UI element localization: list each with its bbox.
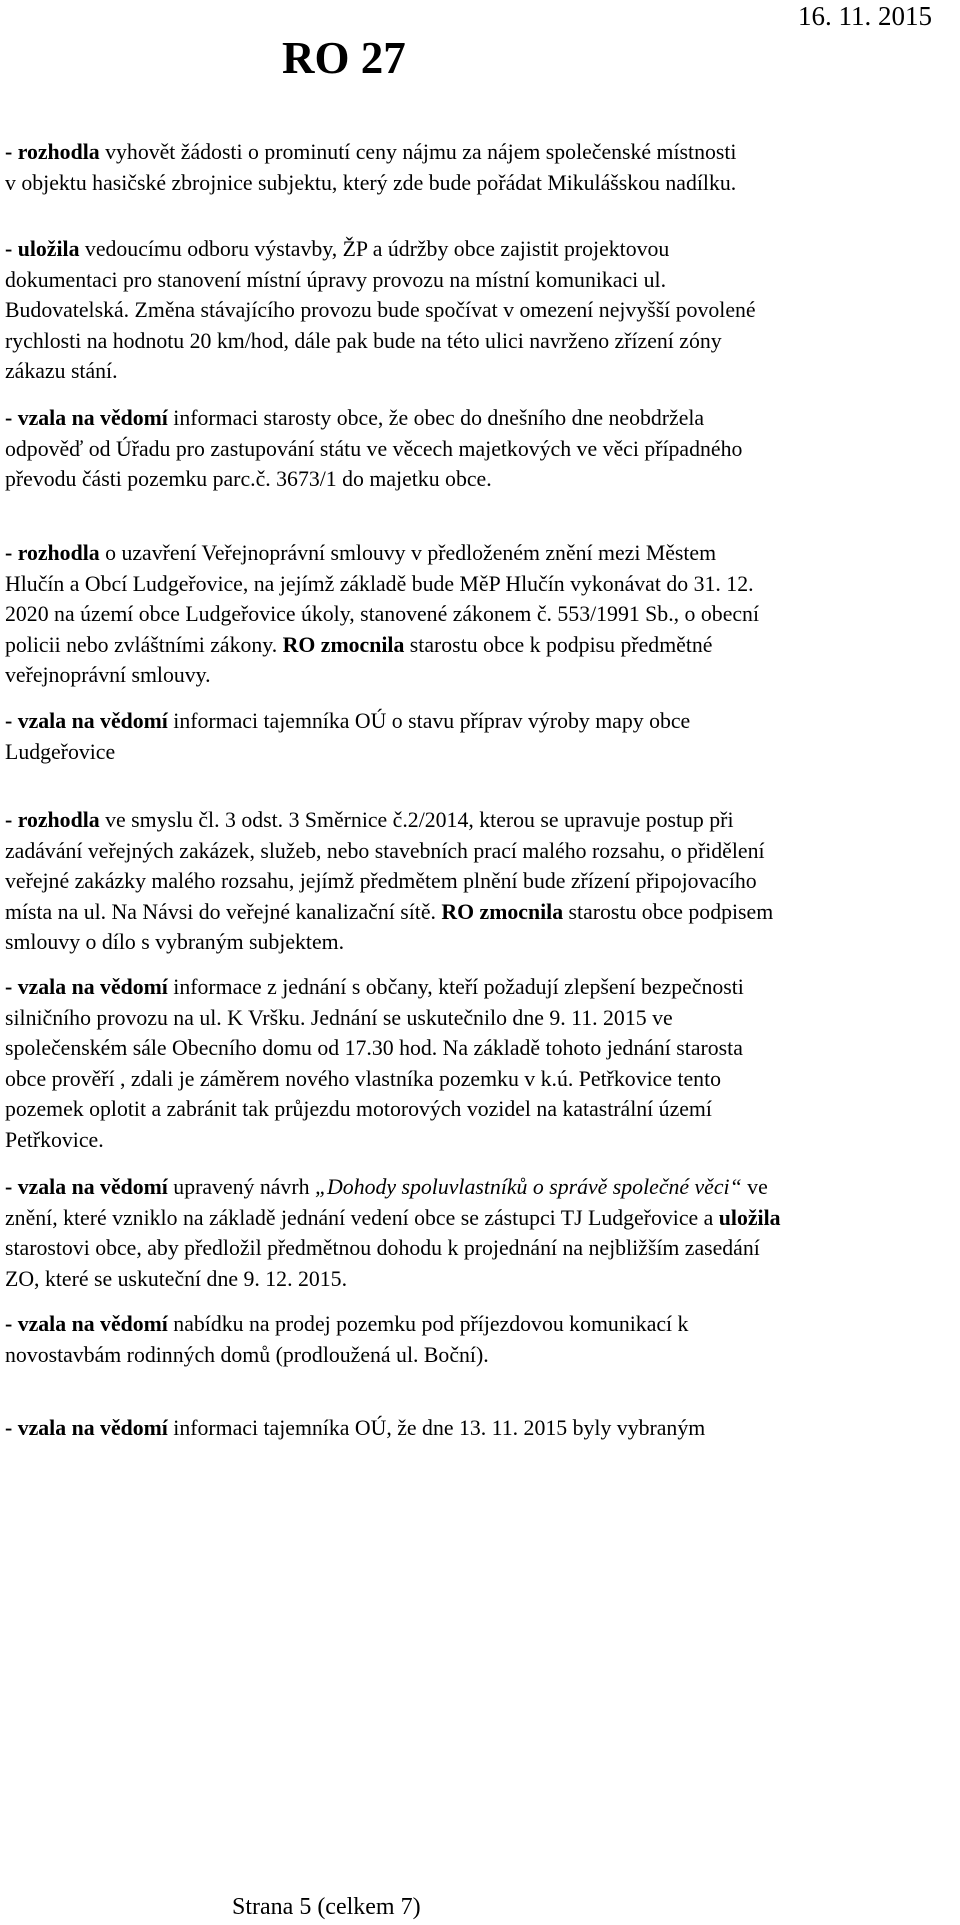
paragraph-line (5, 1125, 957, 1156)
paragraph-line (5, 464, 957, 495)
text-run: Budovatelská. Změna stávajícího provozu bude spočívat v omezení nejvyšší povolené (5, 298, 756, 322)
text-run: veřejnoprávní smlouvy. (5, 663, 211, 687)
text-run: ve (741, 1175, 768, 1199)
paragraph-line (5, 137, 957, 168)
text-run: odpověď od Úřadu pro zastupování státu ve věcech majetkových ve věci případného (5, 436, 743, 461)
paragraph-line (5, 660, 957, 691)
text-run: vyhovět žádosti o prominutí ceny nájmu za nájem společenské místnosti (99, 140, 737, 164)
page-title: RO 27 (282, 33, 406, 83)
paragraph (5, 403, 957, 495)
document-date: 16. 11. 2015 (798, 1, 932, 31)
paragraph-line (5, 836, 957, 867)
text-run: smlouvy o dílo s vybraným subjektem. (5, 930, 345, 954)
text-run: Hlučín a Obcí Ludgeřovice, na jejímž základě bude MěP Hlučín vykonávat do 31. 12. (5, 571, 754, 596)
paragraph (5, 538, 957, 691)
text-run: vedoucímu odboru výstavby, ŽP a údržby obce zajistit projektovou (79, 237, 670, 261)
paragraph-line (5, 927, 957, 958)
paragraph-line (5, 706, 957, 737)
paragraph-line (5, 356, 957, 387)
paragraph-line (5, 1233, 957, 1264)
paragraph-line (5, 805, 957, 836)
bold-text: - vzala na vědomí (5, 709, 168, 733)
paragraph-line (5, 1264, 957, 1295)
bold-text: RO zmocnila (282, 632, 405, 657)
text-run: Petřkovice. (5, 1127, 104, 1152)
paragraph-line (5, 234, 957, 265)
paragraph (5, 706, 957, 767)
text-run: obce prověří , zdali je záměrem nového vlastníka pozemku v k.ú. Petřkovice tento (5, 1066, 722, 1091)
text-run: převodu části pozemku parc.č. 3673/1 do majetku obce. (5, 467, 492, 491)
text-run: o uzavření Veřejnoprávní smlouvy v předloženém znění mezi Městem (99, 541, 717, 565)
text-run: upravený návrh (167, 1175, 315, 1199)
paragraph-line (5, 569, 957, 600)
paragraph-line (5, 1094, 957, 1125)
text-run: v objektu hasičské zbrojnice subjektu, který zde bude pořádat Mikulášskou nadílku. (5, 170, 737, 195)
bold-text: - vzala na vědomí (5, 1312, 168, 1336)
paragraph-line (5, 1309, 957, 1340)
page-footer: Strana 5 (celkem 7) (232, 1894, 421, 1920)
paragraph-line (5, 737, 957, 768)
paragraph-line (5, 434, 957, 465)
text-run: nabídku na prodej pozemku pod příjezdovou komunikací k (167, 1312, 689, 1336)
text-run: informaci starosty obce, že obec do dnešního dne neobdržela (167, 406, 705, 430)
text-run: starostovi obce, aby předložil předmětnou dohodu k projednání na nejbližším zasedání (5, 1236, 760, 1260)
paragraph-line (5, 1064, 957, 1095)
text-run: policii nebo zvláštními zákony. (5, 632, 283, 657)
text-run: místa na ul. Na Návsi do veřejné kanalizační sítě. (5, 899, 442, 924)
paragraph-line (5, 326, 957, 357)
text-run: informaci tajemníka OÚ o stavu příprav výroby mapy obce (167, 709, 691, 733)
bold-text: - rozhodla (5, 808, 100, 832)
paragraph-line (5, 897, 957, 928)
text-run: starostu obce k podpisu předmětné (404, 632, 713, 657)
bold-text: - vzala na vědomí (5, 406, 168, 430)
paragraph-line (5, 630, 957, 661)
text-run: ZO, které se uskuteční dne 9. 12. 2015. (5, 1266, 348, 1291)
text-run: zadávání veřejných zakázek, služeb, nebo stavebních prací malého rozsahu, o přidělení (5, 838, 765, 863)
paragraph-line (5, 295, 957, 326)
bold-text: - rozhodla (5, 541, 100, 565)
paragraph-line (5, 403, 957, 434)
paragraph-line (5, 1413, 957, 1444)
paragraph (5, 972, 957, 1155)
bold-text: - rozhodla (5, 140, 100, 164)
bold-text: - uložila (5, 237, 80, 261)
paragraph-line (5, 1203, 957, 1234)
paragraph (5, 1413, 957, 1444)
paragraph-line (5, 265, 957, 296)
paragraph-line (5, 972, 957, 1003)
text-run: dokumentaci pro stanovení místní úpravy provozu na místní komunikaci ul. (5, 267, 667, 292)
text-run: pozemek oplotit a zabránit tak průjezdu motorových vozidel na katastrální území (5, 1097, 712, 1121)
paragraph (5, 1309, 957, 1370)
text-run: rychlosti na hodnotu 20 km/hod, dále pak bude na této ulici navrženo zřízení zóny (5, 328, 722, 353)
text-run: zákazu stání. (5, 359, 118, 383)
text-run: novostavbám rodinných domů (prodloužená ul. Boční). (5, 1342, 489, 1367)
paragraph-line (5, 866, 957, 897)
text-run: informace z jednání s občany, kteří požadují zlepšení bezpečnosti (167, 975, 744, 999)
paragraph (5, 137, 957, 198)
text-run: informaci tajemníka OÚ, že dne 13. 11. 2015 byly vybraným (167, 1416, 706, 1440)
text-run: ve smyslu čl. 3 odst. 3 Směrnice č.2/2014, kterou se upravuje postup při (99, 808, 734, 832)
bold-text: RO zmocnila (441, 899, 564, 924)
bold-text: - vzala na vědomí (5, 1175, 168, 1199)
text-run: starostu obce podpisem (563, 899, 774, 924)
text-run: společenském sále Obecního domu od 17.30 hod. Na základě tohoto jednání starosta (5, 1036, 743, 1060)
text-run: znění, které vzniklo na základě jednání vedení obce se zástupci TJ Ludgeřovice a (5, 1205, 719, 1230)
italic-text: „Dohody spoluvlastníků o správě společné věci“ (314, 1175, 742, 1199)
paragraph (5, 234, 957, 387)
paragraph-line (5, 599, 957, 630)
paragraph (5, 805, 957, 958)
paragraph-line (5, 1003, 957, 1034)
text-run: veřejné zakázky malého rozsahu, jejímž předmětem plnění bude zřízení připojovacího (5, 869, 757, 893)
paragraph (5, 1172, 957, 1294)
text-run: silničního provozu na ul. K Vršku. Jednání se uskutečnilo dne 9. 11. 2015 ve (5, 1005, 673, 1030)
paragraph-line (5, 1172, 957, 1203)
paragraph-line (5, 538, 957, 569)
text-run: 2020 na území obce Ludgeřovice úkoly, stanovené zákonem č. 553/1991 Sb., o obecní (5, 602, 760, 626)
bold-text: - vzala na vědomí (5, 975, 168, 999)
paragraph-line (5, 1340, 957, 1371)
paragraph-line (5, 1033, 957, 1064)
bold-text: uložila (718, 1205, 781, 1230)
paragraph-line (5, 168, 957, 199)
text-run: Ludgeřovice (5, 739, 116, 764)
bold-text: - vzala na vědomí (5, 1416, 168, 1440)
